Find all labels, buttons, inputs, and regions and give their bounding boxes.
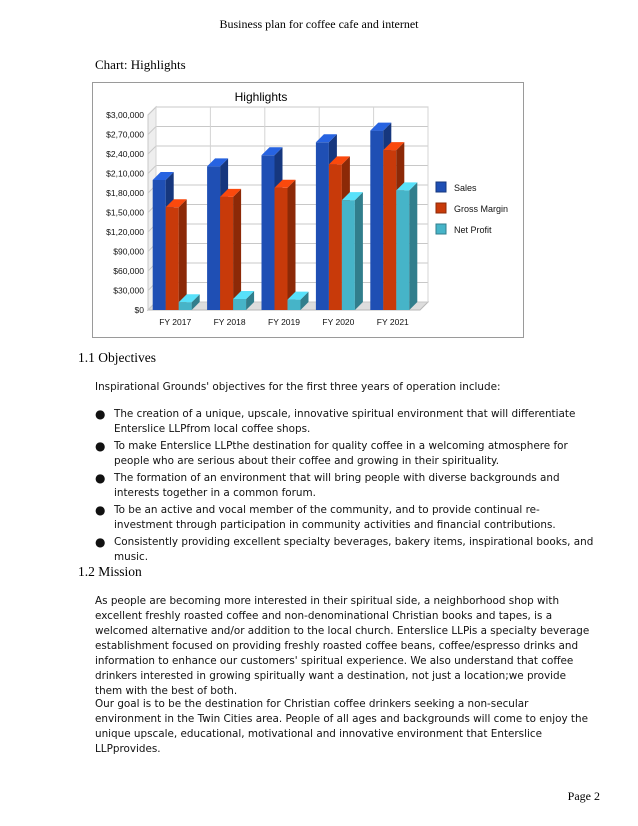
bar-front	[329, 164, 342, 310]
bar-side	[288, 180, 296, 310]
mission-paragraph-2: Our goal is to be the destination for Christian coffee drinkers seeking a non-secular environment in the Twin Cities area. People of all ages and backgrounds will come to enjoy the unique upscale, educational, motivational and innovative environment that Enterslice LLPprovides.	[95, 698, 588, 755]
list-item-text: The creation of a unique, upscale, innovative spiritual environment that will differentiate Enterslice LLPfrom local coffee shops.	[114, 408, 576, 435]
y-tick-label: $2,10,000	[106, 168, 144, 179]
x-tick-label: FY 2021	[376, 317, 409, 327]
bar-front	[370, 131, 383, 310]
y-tick-label: $30,000	[113, 285, 144, 296]
list-item-text: To be an active and vocal member of the community, and to provide continual re-investment through participation in community activities and financial contributions.	[114, 504, 556, 531]
legend-label: Gross Margin	[454, 204, 509, 214]
bar-side	[179, 199, 187, 310]
bar-front	[288, 300, 301, 310]
y-tick-label: $1,50,000	[106, 207, 144, 218]
list-item	[95, 471, 595, 501]
x-tick-label: FY 2018	[213, 317, 246, 327]
bullet-icon: ●	[95, 503, 106, 517]
bar-side	[355, 192, 363, 310]
bar-side	[409, 182, 417, 310]
bar-front	[153, 180, 166, 310]
bar-front	[342, 200, 355, 310]
list-item	[95, 503, 595, 533]
bar	[166, 199, 187, 310]
bar	[275, 180, 296, 310]
bar-front	[262, 155, 275, 310]
bar-front	[383, 150, 396, 310]
mission-paragraph-1: As people are becoming more interested in their spiritual side, a neighborhood shop with excellent freshly roasted coffee and non-denominational Christian books and tapes, is a welcomed alternative and/or addition to the local church. Enterslice LLPis a specialty beverage establishment focused on providing freshly roasted coffee beans, coffee/espresso drinks and information to enhance our customers' spiritual experience. We also understand that coffee drinkers interested in growing spiritually want a destination, not just a location;we provide them with the best of both.	[95, 595, 590, 697]
legend-swatch	[436, 182, 446, 192]
objectives-intro: Inspirational Grounds' objectives for the first three years of operation include:	[95, 381, 501, 393]
bar-front	[233, 299, 246, 310]
bar-front	[316, 142, 329, 310]
x-tick-label: FY 2020	[322, 317, 355, 327]
legend-swatch	[436, 224, 446, 234]
bullet-icon: ●	[95, 439, 106, 453]
chart-caption: Chart: Highlights	[95, 57, 186, 72]
bar-front	[207, 166, 220, 310]
chart-title: Highlights	[234, 90, 288, 104]
bar	[396, 182, 417, 310]
legend-label: Sales	[454, 183, 477, 193]
list-item	[95, 439, 595, 469]
bar-front	[220, 197, 233, 310]
bar-side	[233, 189, 241, 310]
objectives-heading: 1.1 Objectives	[78, 350, 156, 365]
bar-front	[396, 190, 409, 310]
highlights-chart	[92, 82, 524, 338]
bar-front	[275, 188, 288, 310]
bar	[342, 192, 363, 310]
chart-svg	[92, 82, 524, 338]
legend-label: Net Profit	[454, 225, 492, 235]
y-tick-label: $60,000	[113, 266, 144, 276]
y-tick-label: $3,00,000	[106, 110, 144, 120]
y-tick-label: $90,000	[113, 246, 144, 257]
y-tick-label: $2,70,000	[106, 129, 144, 140]
y-tick-label: $0	[134, 305, 144, 315]
bar	[220, 189, 241, 310]
bullet-icon: ●	[95, 471, 106, 485]
list-item-text: The formation of an environment that will bring people with diverse backgrounds and interests together in a common forum.	[114, 472, 560, 499]
y-tick-label: $1,80,000	[106, 188, 144, 198]
list-item	[95, 407, 595, 437]
objectives-list	[95, 407, 595, 567]
y-tick-label: $2,40,000	[106, 149, 144, 159]
list-item-text: To make Enterslice LLPthe destination for quality coffee in a welcoming atmosphere for people who are serious about their coffee and growing in their spirituality.	[114, 440, 568, 467]
bar-front	[179, 302, 192, 310]
bar-front	[166, 207, 179, 310]
list-item-text: Consistently providing excellent specialty beverages, bakery items, inspirational books, and music.	[114, 536, 594, 563]
bullet-icon: ●	[95, 535, 106, 549]
page-number: Page 2	[567, 789, 600, 803]
x-tick-label: FY 2019	[268, 317, 300, 327]
legend-swatch	[436, 203, 446, 213]
document-header: Business plan for coffee cafe and internet	[219, 17, 419, 31]
list-item	[95, 535, 595, 565]
y-tick-label: $1,20,000	[106, 227, 144, 237]
bullet-icon: ●	[95, 407, 106, 421]
mission-heading: 1.2 Mission	[78, 564, 142, 579]
x-tick-label: FY 2017	[159, 317, 192, 327]
